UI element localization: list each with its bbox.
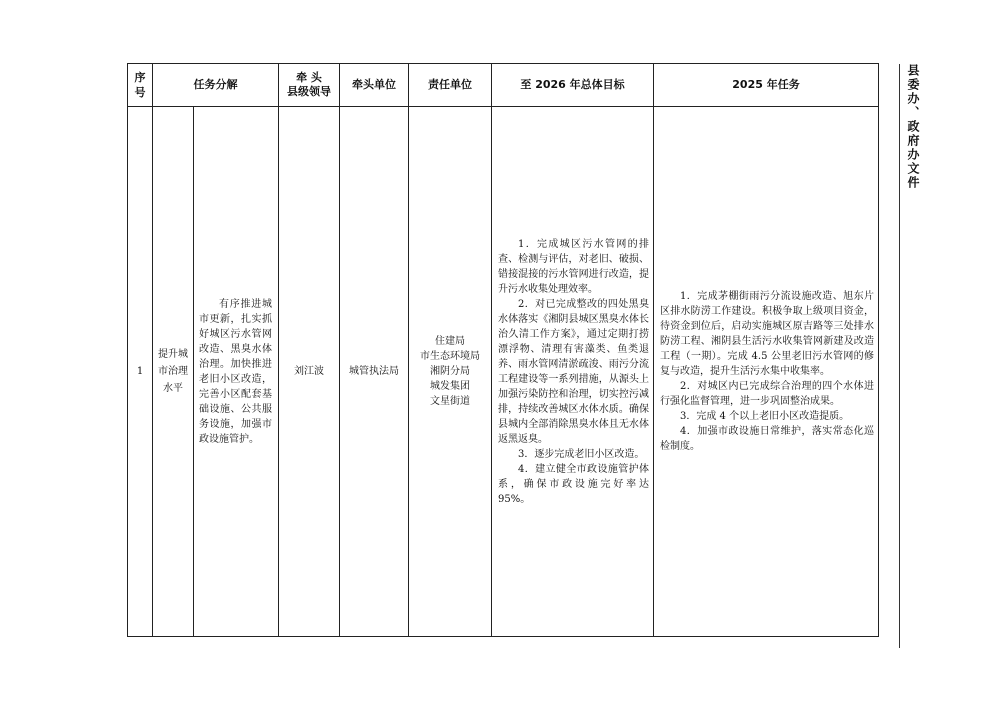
resp-unit: 城发集团 <box>430 381 470 392</box>
header-row <box>128 64 879 107</box>
row-lead-leader: 刘江波 <box>279 107 340 637</box>
header-task-2025: 2025 年任务 <box>654 64 879 107</box>
task-item: 1．完成茅棚街雨污分流设施改造、旭东片区排水防涝工作建设。积极争取上级项目资金，待资金到位后，启动实施城区原吉路等三处排水防涝工程、湘阴县生活污水收集管网新建及改造工程（一期）。完成 4.5 公里老旧污水管网的修复与改造，提升生活污水集中收集率。 <box>660 291 874 377</box>
side-label: 县委办、政府办文件 <box>906 64 920 190</box>
task-table <box>127 63 879 637</box>
header-goal-2026: 至 2026 年总体目标 <box>492 64 654 107</box>
row-lead-unit: 城管执法局 <box>340 107 409 637</box>
goal-item: 1．完成城区污水管网的排查、检测与评估，对老旧、破损、错接混接的污水管网进行改造，提升污水收集处理效率。 <box>498 238 649 295</box>
resp-unit: 文星街道 <box>430 396 470 407</box>
resp-unit: 市生态环境局 <box>420 351 480 362</box>
header-resp-unit: 责任单位 <box>409 64 492 107</box>
goal-item: 4．建立健全市政设施管护体系，确保市政设施完好率达 95%。 <box>498 463 649 505</box>
header-lead-leader: 牵 头 县级领导 <box>279 64 340 107</box>
row-category: 提升城市治理水平 <box>153 107 194 637</box>
row-goals-2026 <box>492 107 654 637</box>
task-item: 3．完成 4 个以上老旧小区改造提质。 <box>680 411 850 422</box>
goal-item: 2．对已完成整改的四处黑臭水体落实《湘阴县城区黑臭水体长治久清工作方案》，通过定期打捞漂浮物、清理有害藻类、鱼类退养、雨水管网清淤疏浚、雨污分流工程建设等一系列措施，从源头上加强污染防控和治理，切实控污减排，持续改善城区水体水质。确保县城内全部消除黑臭水体且无水体返黑返臭。 <box>498 298 649 445</box>
resp-unit: 湘阴分局 <box>430 366 470 377</box>
task-item: 4．加强市政设施日常维护，落实常态化巡检制度。 <box>660 426 874 452</box>
goal-item: 3．逐步完成老旧小区改造。 <box>518 448 645 460</box>
header-seq: 序号 <box>128 64 153 107</box>
table-row <box>128 107 879 637</box>
row-description: 有序推进城市更新，扎实抓好城区污水管网改造、黑臭水体治理。加快推进老旧小区改造，完善小区配套基础设施、公共服务设施，加强市政设施管护。 <box>194 107 279 637</box>
header-task-breakdown: 任务分解 <box>153 64 279 107</box>
row-resp-units <box>409 107 492 637</box>
resp-unit: 住建局 <box>435 336 465 347</box>
task-item: 2．对城区内已完成综合治理的四个水体进行强化监督管理，进一步巩固整治成果。 <box>660 381 874 407</box>
header-lead-unit: 牵头单位 <box>340 64 409 107</box>
row-tasks-2025 <box>654 107 879 637</box>
row-seq: 1 <box>128 107 153 637</box>
